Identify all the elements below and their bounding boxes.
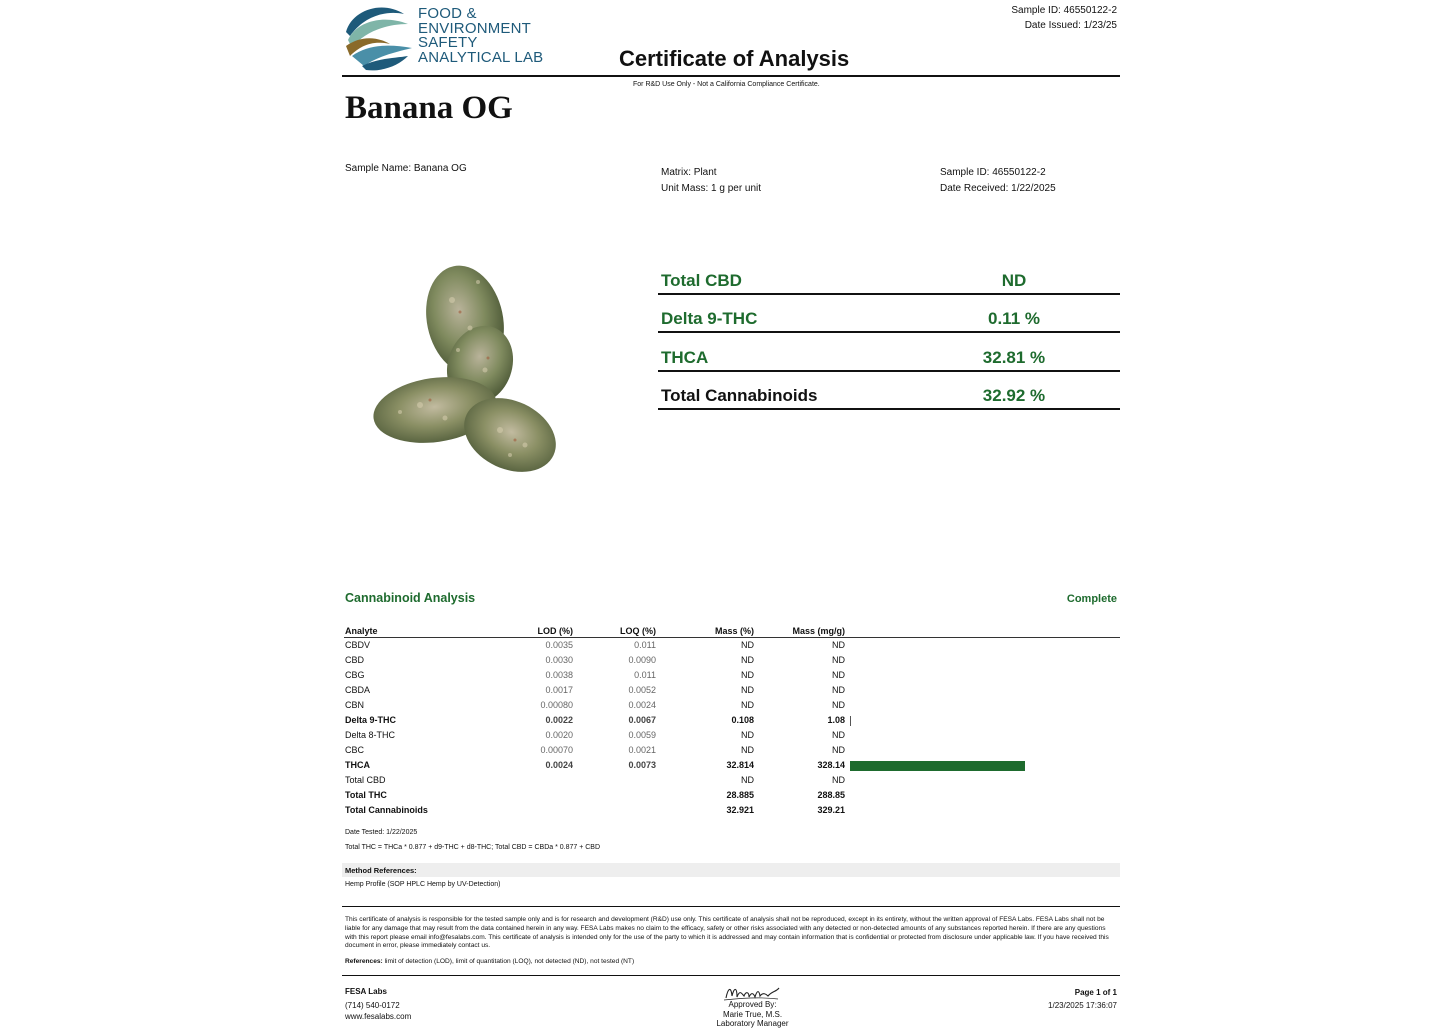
cell-mass-pct: ND xyxy=(741,700,754,710)
cell-analyte: CBG xyxy=(345,670,365,680)
column-header-analyte: Analyte xyxy=(345,626,378,636)
cell-loq: 0.0067 xyxy=(628,715,656,725)
summary-label: Total Cannabinoids xyxy=(661,386,818,405)
header-sample-info xyxy=(1011,3,1117,33)
table-row xyxy=(344,758,1120,773)
table-header xyxy=(344,624,1120,638)
concentration-bar xyxy=(850,716,851,726)
cell-loq: 0.011 xyxy=(634,670,656,680)
cell-mass-pct: ND xyxy=(741,655,754,665)
cell-mass-mg: ND xyxy=(832,685,845,695)
cannabinoid-table xyxy=(344,624,1120,818)
company-name: FESA Labs xyxy=(345,987,387,996)
legal-disclaimer: This certificate of analysis is responsible for the tested sample only and is for research and development (R&D) use only. This certificate of analysis shall not be reproduced, except in its entirety, without the written approval of FESA Labs. FESA Labs shall not be liable for any damage that may result from the data contained herein in any way. FESA Labs makes no claim to the efficacy, safety or other risks associated with any detected or non-detected amounts of any substances reported herein. If there are any questions with this report please email info@fesalabs.com. This certificate of analysis is intended only for the use of the party to which it is addressed and may contain information that is confidential or protected from disclosure under applicable law. If you have received this document in error, please immediately contact us. xyxy=(345,916,1109,950)
report-timestamp: 1/23/2025 17:36:07 xyxy=(1048,1001,1117,1010)
cell-mass-pct: 0.108 xyxy=(731,715,754,725)
approved-by-label: Approved By: xyxy=(728,1000,777,1009)
cell-mass-pct: ND xyxy=(741,640,754,650)
cell-mass-pct: 32.814 xyxy=(726,760,754,770)
summary-row-total-cannabinoids xyxy=(658,372,1120,410)
header-date-issued: Date Issued: 1/23/25 xyxy=(1024,20,1117,31)
cell-analyte: CBN xyxy=(345,700,365,710)
cell-mass-mg: ND xyxy=(832,730,845,740)
cell-mass-mg: ND xyxy=(832,700,845,710)
column-header-mass-pct: Mass (%) xyxy=(714,626,754,636)
references-label: References: xyxy=(345,958,383,965)
divider xyxy=(342,975,1120,976)
cell-loq: 0.0059 xyxy=(628,730,656,740)
cell-loq: 0.0024 xyxy=(628,700,656,710)
cell-loq: 0.011 xyxy=(634,640,656,650)
concentration-bar-track xyxy=(850,761,1028,771)
cell-mass-mg: ND xyxy=(832,640,845,650)
approval-block xyxy=(690,1000,815,1029)
method-reference: Hemp Profile (SOP HPLC Hemp by UV-Detection) xyxy=(345,881,501,888)
abbreviation-references xyxy=(345,958,634,965)
table-row xyxy=(344,668,1120,683)
summary-label: THCA xyxy=(661,348,709,367)
cell-loq: 0.0021 xyxy=(628,745,656,755)
header-sample-id: Sample ID: 46550122-2 xyxy=(1011,5,1117,16)
cell-mass-pct: ND xyxy=(741,670,754,680)
concentration-bar-track xyxy=(850,716,1028,726)
sample-name: Sample Name: Banana OG xyxy=(345,163,467,174)
cell-lod: 0.0038 xyxy=(545,670,573,680)
cell-loq: 0.0073 xyxy=(628,760,656,770)
table-body xyxy=(344,638,1120,818)
table-row xyxy=(344,728,1120,743)
lab-name-line: FOOD & xyxy=(418,5,477,22)
cell-lod: 0.0022 xyxy=(545,715,573,725)
lab-logo-icon xyxy=(342,2,414,72)
page-number: Page 1 of 1 xyxy=(1074,988,1117,997)
table-row xyxy=(344,653,1120,668)
product-photo xyxy=(360,240,600,500)
column-header-mass-mg: Mass (mg/g) xyxy=(792,626,845,636)
cell-mass-pct: 32.921 xyxy=(726,805,754,815)
summary-label: Total CBD xyxy=(661,271,742,290)
cell-lod: 0.00080 xyxy=(540,700,573,710)
sample-id: Sample ID: 46550122-2 xyxy=(940,167,1046,178)
unit-mass: Unit Mass: 1 g per unit xyxy=(661,183,762,194)
compliance-disclaimer: For R&D Use Only - Not a California Compliance Certificate. xyxy=(633,81,820,88)
summary-value: 32.81 % xyxy=(982,348,1046,367)
cell-lod: 0.0035 xyxy=(545,640,573,650)
cell-mass-mg: ND xyxy=(832,775,845,785)
method-references-heading: Method References: xyxy=(342,863,1120,877)
cell-mass-mg: 1.08 xyxy=(827,715,845,725)
matrix-info xyxy=(661,165,761,197)
cell-analyte: CBDV xyxy=(345,640,371,650)
cell-lod: 0.0024 xyxy=(545,760,573,770)
table-row xyxy=(344,698,1120,713)
lab-contact xyxy=(345,986,411,1022)
lab-name-line: SAFETY xyxy=(418,34,478,51)
cell-lod: 0.0030 xyxy=(545,655,573,665)
cell-analyte: THCA xyxy=(345,760,370,770)
cell-mass-mg: 328.14 xyxy=(817,760,845,770)
column-header-loq: LOQ (%) xyxy=(620,626,656,636)
website-link[interactable]: www.fesalabs.com xyxy=(345,1012,412,1021)
cell-mass-pct: ND xyxy=(741,745,754,755)
summary-row-total-cbd xyxy=(658,257,1120,295)
summary-row-delta9-thc xyxy=(658,295,1120,333)
table-row xyxy=(344,788,1120,803)
date-tested: Date Tested: 1/22/2025 xyxy=(345,829,418,836)
divider xyxy=(342,906,1120,907)
summary-value: ND xyxy=(1001,271,1027,290)
cell-mass-mg: ND xyxy=(832,745,845,755)
lab-name-line: ENVIRONMENT xyxy=(418,19,532,37)
cell-mass-pct: ND xyxy=(741,685,754,695)
table-row xyxy=(344,803,1120,818)
status-badge: Complete xyxy=(1066,593,1117,605)
summary-value: 32.92 % xyxy=(982,386,1046,405)
table-row xyxy=(344,683,1120,698)
table-row xyxy=(344,773,1120,788)
section-title: Cannabinoid Analysis xyxy=(345,591,476,605)
document-title: Certificate of Analysis xyxy=(619,46,850,71)
column-header-lod: LOD (%) xyxy=(537,626,573,636)
cell-mass-mg: 288.85 xyxy=(817,790,845,800)
page-info xyxy=(1048,986,1117,1012)
cell-mass-pct: ND xyxy=(741,775,754,785)
matrix: Matrix: Plant xyxy=(661,167,717,178)
cell-lod: 0.0020 xyxy=(545,730,573,740)
date-received: Date Received: 1/22/2025 xyxy=(940,183,1056,194)
summary-value: 0.11 % xyxy=(988,309,1040,328)
cell-analyte: Total THC xyxy=(345,790,387,800)
cell-analyte: Delta 8-THC xyxy=(345,730,396,740)
references-text: limit of detection (LOD), limit of quantitation (LOQ), not detected (ND), not tested (NT) xyxy=(382,958,635,965)
cell-mass-pct: 28.885 xyxy=(726,790,754,800)
header-divider xyxy=(342,75,1120,77)
calculation-formula: Total THC = THCa * 0.877 + d9-THC + d8-THC; Total CBD = CBDa * 0.877 + CBD xyxy=(345,844,601,851)
cell-mass-pct: ND xyxy=(741,730,754,740)
cell-mass-mg: 329.21 xyxy=(817,805,845,815)
table-row xyxy=(344,638,1120,653)
cell-mass-mg: ND xyxy=(832,670,845,680)
approver-name: Marie True, M.S. xyxy=(722,1009,783,1019)
concentration-bar xyxy=(850,761,1025,771)
product-name: Banana OG xyxy=(345,90,513,126)
cell-mass-mg: ND xyxy=(832,655,845,665)
cell-analyte: CBC xyxy=(345,745,365,755)
cell-loq: 0.0090 xyxy=(628,655,656,665)
cell-analyte: Total Cannabinoids xyxy=(345,805,428,815)
lab-name-line: ANALYTICAL LAB xyxy=(418,48,544,66)
lab-name xyxy=(418,7,543,65)
approver-title: Laboratory Manager xyxy=(716,1019,789,1028)
cell-lod: 0.0017 xyxy=(545,685,573,695)
table-row xyxy=(344,743,1120,758)
cell-loq: 0.0052 xyxy=(628,685,656,695)
sample-details xyxy=(940,165,1056,197)
cell-lod: 0.00070 xyxy=(540,745,573,755)
cell-analyte: CBD xyxy=(345,655,365,665)
phone-number: (714) 540-0172 xyxy=(345,1001,400,1010)
summary-row-thca xyxy=(658,334,1120,372)
cell-analyte: Total CBD xyxy=(345,775,386,785)
cell-analyte: Delta 9-THC xyxy=(345,715,397,725)
table-row xyxy=(344,713,1120,728)
cell-analyte: CBDA xyxy=(345,685,371,695)
summary-label: Delta 9-THC xyxy=(661,309,758,328)
